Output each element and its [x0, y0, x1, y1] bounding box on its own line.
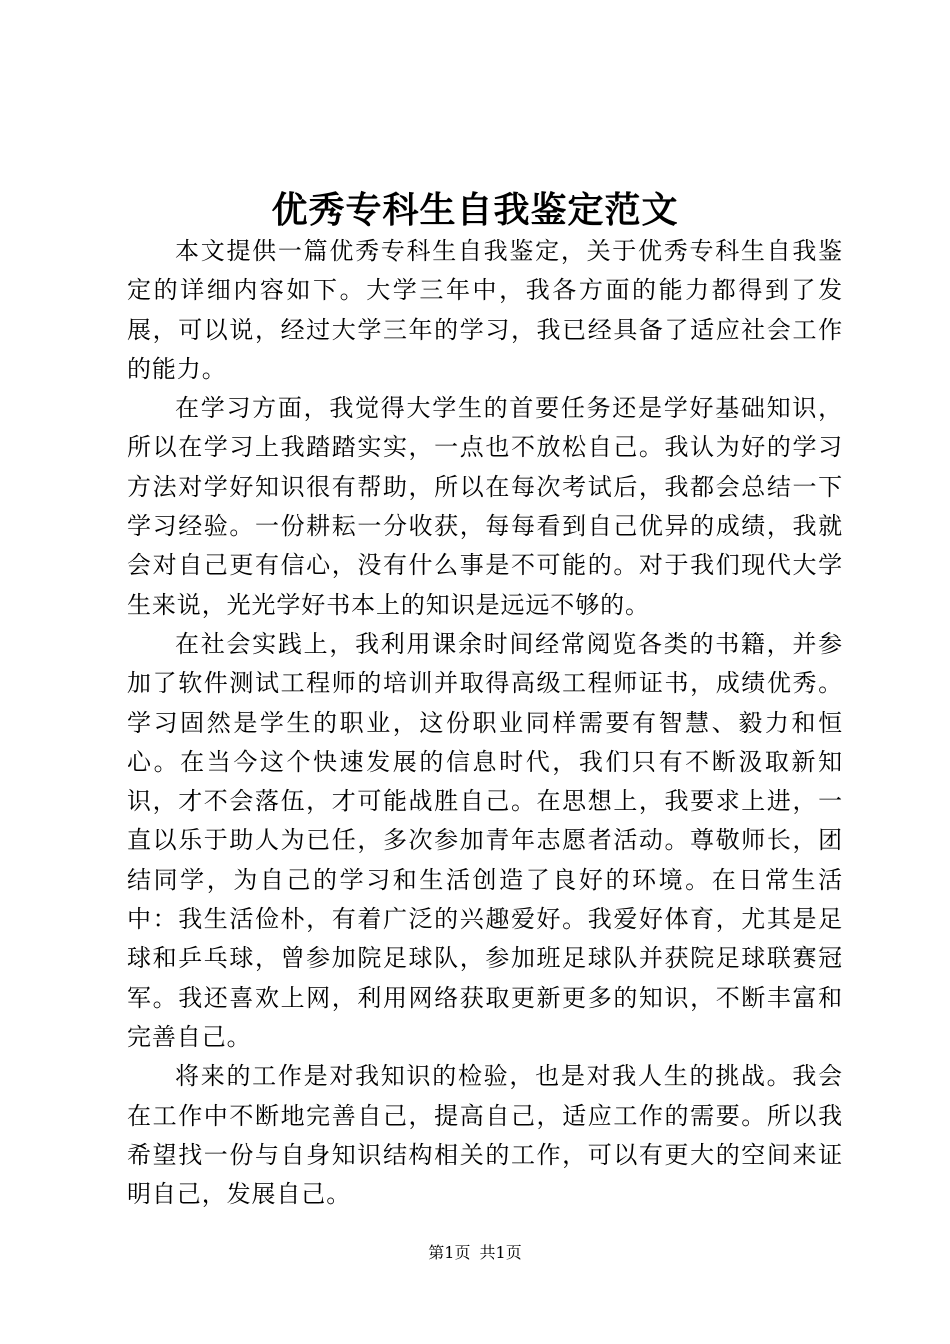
- document-body: [127, 232, 843, 1214]
- paragraph-2: 在学习方面，我觉得大学生的首要任务还是学好基础知识，所以在学习上我踏踏实实，一点也不放松自己。我认为好的学习方法对学好知识很有帮助，所以在每次考试后，我都会总结一下学习经验。一份耕耘一分收获，每每看到自己优异的成绩，我就会对自己更有信心，没有什么事是不可能的。对于我们现代大学生来说，光光学好书本上的知识是远远不够的。: [127, 394, 843, 619]
- page-footer: [0, 1240, 950, 1266]
- paragraph-4: 将来的工作是对我知识的检验，也是对我人生的挑战。我会在工作中不断地完善自己，提高自己，适应工作的需要。所以我希望找一份与自身知识结构相关的工作，可以有更大的空间来证明自己，发展自己。: [127, 1062, 843, 1209]
- page-total: 共1页: [479, 1243, 522, 1262]
- page-number: 第1页: [428, 1243, 471, 1262]
- paragraph-3: 在社会实践上，我利用课余时间经常阅览各类的书籍，并参加了软件测试工程师的培训并取得高级工程师证书，成绩优秀。学习固然是学生的职业，这份职业同样需要有智慧、毅力和恒心。在当今这个快速发展的信息时代，我们只有不断汲取新知识，才不会落伍，才可能战胜自己。在思想上，我要求上进，一直以乐于助人为已任，多次参加青年志愿者活动。尊敬师长，团结同学，为自己的学习和生活创造了良好的环境。在日常生活中：我生活俭朴，有着广泛的兴趣爱好。我爱好体育，尤其是足球和乒乓球，曾参加院足球队，参加班足球队并获院足球联赛冠军。我还喜欢上网，利用网络获取更新更多的知识，不断丰富和完善自己。: [127, 629, 843, 1051]
- paragraph-1: 本文提供一篇优秀专科生自我鉴定，关于优秀专科生自我鉴定的详细内容如下。大学三年中，我各方面的能力都得到了发展，可以说，经过大学三年的学习，我已经具备了适应社会工作的能力。: [127, 237, 843, 383]
- document-title: 优秀专科生自我鉴定范文: [271, 189, 679, 231]
